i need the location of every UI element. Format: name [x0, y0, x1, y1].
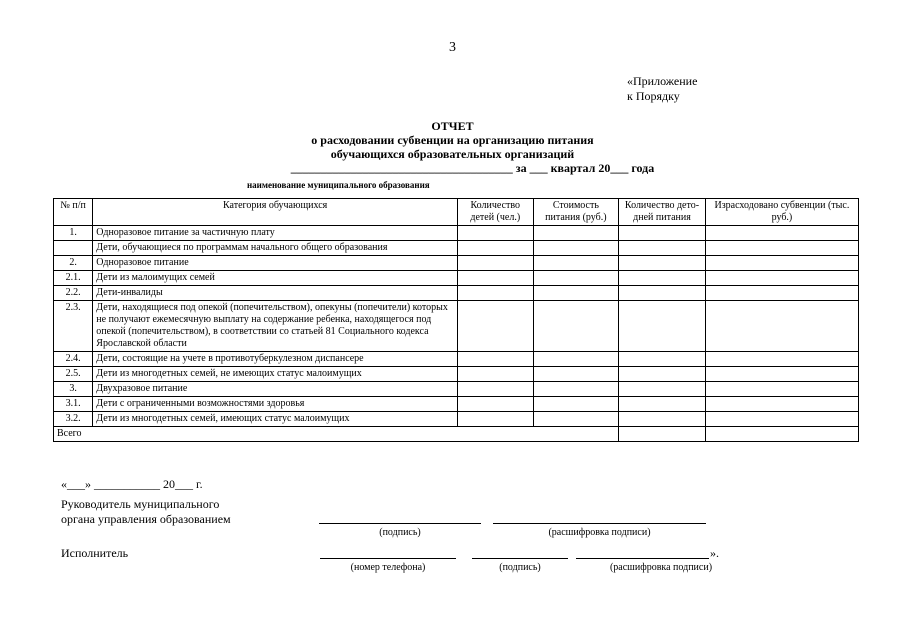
executor-decoding-line[interactable]: [576, 558, 709, 559]
total-child-days-cell[interactable]: [619, 427, 706, 442]
appendix-note: [627, 74, 697, 104]
table-row: [54, 226, 859, 241]
row-number: 1.: [54, 226, 93, 241]
meal-cost-cell[interactable]: [533, 271, 619, 286]
header-subvention-spent: Израсходовано субвенции (тыс. руб.): [705, 199, 858, 226]
appendix-line-2: к Порядку: [627, 89, 680, 103]
executor-signature-caption: (подпись): [499, 562, 541, 573]
subvention-spent-cell[interactable]: [705, 301, 858, 352]
row-number: [54, 241, 93, 256]
row-number: 2.3.: [54, 301, 93, 352]
meal-cost-cell[interactable]: [533, 301, 619, 352]
child-days-cell[interactable]: [619, 271, 706, 286]
row-category: Одноразовое питание за частичную плату: [93, 226, 458, 241]
row-category: Дети, находящиеся под опекой (попечительством), опекуны (попечители) которых не получают ежемесячную выплату на содержание ребенка, находящегося под опекой (попечительством), в соответствии со статьей 81 Социального кодекса Ярославской области: [93, 301, 458, 352]
page-number: 3: [449, 40, 456, 55]
child-days-cell[interactable]: [619, 382, 706, 397]
table-row: [54, 241, 859, 256]
table-row: [54, 412, 859, 427]
header-category: Категория обучающихся: [93, 199, 458, 226]
row-category: Дети с ограниченными возможностями здоровья: [93, 397, 458, 412]
table-row: [54, 367, 859, 382]
table-row: [54, 397, 859, 412]
table-row: [54, 352, 859, 367]
meal-cost-cell[interactable]: [533, 382, 619, 397]
row-category: Дети-инвалиды: [93, 286, 458, 301]
head-signature-caption: (подпись): [379, 527, 421, 538]
head-label-line-1: Руководитель муниципального: [61, 497, 220, 511]
meal-cost-cell[interactable]: [533, 412, 619, 427]
title-line-4: _____________________________________ за ___ квартал 20___ года: [290, 161, 655, 175]
head-label-line-2: органа управления образованием: [61, 512, 231, 526]
row-category: Двухразовое питание: [93, 382, 458, 397]
executor-phone-caption: (номер телефона): [350, 562, 426, 573]
child-days-cell[interactable]: [619, 352, 706, 367]
executor-label: Исполнитель: [61, 546, 129, 560]
meal-cost-cell[interactable]: [533, 241, 619, 256]
row-category: Дети, состоящие на учете в противотуберкулезном диспансере: [93, 352, 458, 367]
table-header-row: [54, 199, 859, 226]
closing-mark: ».: [710, 546, 719, 560]
subvention-spent-cell[interactable]: [705, 352, 858, 367]
appendix-line-1: «Приложение: [627, 74, 698, 88]
row-category: Одноразовое питание: [93, 256, 458, 271]
total-subvention-spent-cell[interactable]: [705, 427, 858, 442]
report-table: [53, 198, 859, 442]
row-number: 3.: [54, 382, 93, 397]
children-count-cell[interactable]: [457, 226, 533, 241]
total-label: Всего: [54, 427, 619, 442]
child-days-cell[interactable]: [619, 301, 706, 352]
report-title: [0, 119, 905, 175]
children-count-cell[interactable]: [457, 241, 533, 256]
child-days-cell[interactable]: [619, 367, 706, 382]
child-days-cell[interactable]: [619, 412, 706, 427]
subvention-spent-cell[interactable]: [705, 397, 858, 412]
subvention-spent-cell[interactable]: [705, 226, 858, 241]
head-label: [61, 497, 231, 527]
row-number: 2.: [54, 256, 93, 271]
meal-cost-cell[interactable]: [533, 256, 619, 271]
header-child-days: Количество дето-дней питания: [619, 199, 706, 226]
subvention-spent-cell[interactable]: [705, 382, 858, 397]
subvention-spent-cell[interactable]: [705, 271, 858, 286]
children-count-cell[interactable]: [457, 412, 533, 427]
row-category: Дети из малоимущих семей: [93, 271, 458, 286]
executor-signature-line[interactable]: [472, 558, 568, 559]
title-line-2: о расходовании субвенции на организацию питания: [311, 133, 594, 147]
head-decoding-caption: (расшифровка подписи): [548, 527, 651, 538]
meal-cost-cell[interactable]: [533, 367, 619, 382]
children-count-cell[interactable]: [457, 367, 533, 382]
date-line: «___» ___________ 20___ г.: [61, 477, 203, 491]
child-days-cell[interactable]: [619, 226, 706, 241]
head-signature-line[interactable]: [319, 523, 481, 524]
children-count-cell[interactable]: [457, 286, 533, 301]
row-category: Дети из многодетных семей, не имеющих статус малоимущих: [93, 367, 458, 382]
executor-phone-line[interactable]: [320, 558, 456, 559]
child-days-cell[interactable]: [619, 286, 706, 301]
children-count-cell[interactable]: [457, 271, 533, 286]
subvention-spent-cell[interactable]: [705, 286, 858, 301]
table-row: [54, 286, 859, 301]
table-row: [54, 256, 859, 271]
meal-cost-cell[interactable]: [533, 226, 619, 241]
children-count-cell[interactable]: [457, 256, 533, 271]
table-row: [54, 301, 859, 352]
row-number: 2.5.: [54, 367, 93, 382]
children-count-cell[interactable]: [457, 352, 533, 367]
row-number: 2.1.: [54, 271, 93, 286]
subvention-spent-cell[interactable]: [705, 412, 858, 427]
title-line-1: ОТЧЕТ: [431, 119, 474, 133]
row-number: 3.2.: [54, 412, 93, 427]
row-category: Дети, обучающиеся по программам начального общего образования: [93, 241, 458, 256]
child-days-cell[interactable]: [619, 256, 706, 271]
header-children-count: Количество детей (чел.): [457, 199, 533, 226]
meal-cost-cell[interactable]: [533, 397, 619, 412]
subvention-spent-cell[interactable]: [705, 256, 858, 271]
meal-cost-cell[interactable]: [533, 352, 619, 367]
children-count-cell[interactable]: [457, 301, 533, 352]
title-line-3: обучающихся образовательных организаций: [330, 147, 575, 161]
executor-decoding-caption: (расшифровка подписи): [609, 562, 713, 573]
row-number: 3.1.: [54, 397, 93, 412]
row-number: 2.4.: [54, 352, 93, 367]
row-number: 2.2.: [54, 286, 93, 301]
child-days-cell[interactable]: [619, 397, 706, 412]
head-decoding-line[interactable]: [493, 523, 706, 524]
municipality-caption: наименование муниципального образования: [247, 180, 430, 190]
row-category: Дети из многодетных семей, имеющих статус малоимущих: [93, 412, 458, 427]
meal-cost-cell[interactable]: [533, 286, 619, 301]
total-row: [54, 427, 859, 442]
table-row: [54, 271, 859, 286]
subvention-spent-cell[interactable]: [705, 241, 858, 256]
table-row: [54, 382, 859, 397]
children-count-cell[interactable]: [457, 382, 533, 397]
subvention-spent-cell[interactable]: [705, 367, 858, 382]
child-days-cell[interactable]: [619, 241, 706, 256]
header-meal-cost: Стоимость питания (руб.): [533, 199, 619, 226]
children-count-cell[interactable]: [457, 397, 533, 412]
header-num: № п/п: [54, 199, 93, 226]
